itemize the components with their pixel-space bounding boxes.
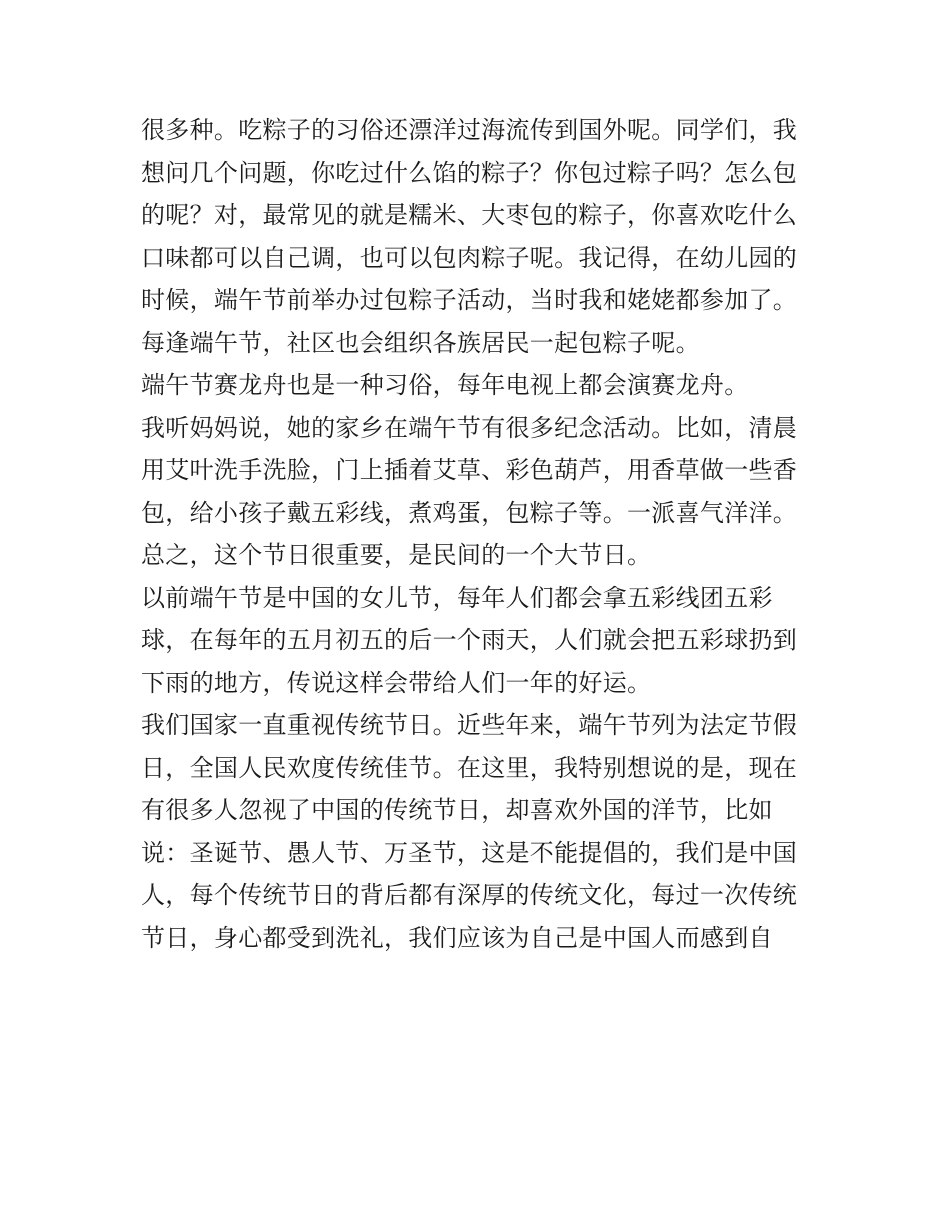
text-line: 每逢端午节，社区也会组织各族居民一起包粽子呢。 [141,328,700,357]
text-line: 节日，身心都受到洗礼，我们应该为自己是中国人而感到自 [141,923,773,952]
text-line: 很多种。吃粽子的习俗还漂洋过海流传到国外呢。同学们，我 [141,116,798,144]
text-line: 口味都可以自己调，也可以包肉粽子呢。我记得，在幼儿园的 [141,243,798,272]
text-line: 的呢？对，最常见的就是糯米、大枣包的粽子，你喜欢吃什么 [141,201,798,229]
text-line: 说：圣诞节、愚人节、万圣节，这是不能提倡的，我们是中国 [141,838,798,867]
text-line: 时候，端午节前举办过包粽子活动，当时我和姥姥都参加了。 [141,286,798,314]
text-line: 有很多人忽视了中国的传统节日，却喜欢外国的洋节，比如 [141,796,773,824]
text-line: 人，每个传统节日的背后都有深厚的传统文化，每过一次传统 [141,881,798,909]
text-line: 包，给小孩子戴五彩线，煮鸡蛋，包粽子等。一派喜气洋洋。 [141,498,798,527]
text-line: 球，在每年的五月初五的后一个雨天，人们就会把五彩球扔到 [141,626,798,654]
text-line: 想问几个问题，你吃过什么馅的粽子？你包过粽子吗？怎么包 [141,158,798,187]
text-line: 端午节赛龙舟也是一种习俗，每年电视上都会演赛龙舟。 [141,371,749,399]
document-body [141,109,816,959]
text-line: 用艾叶洗手洗脸，门上插着艾草、彩色葫芦，用香草做一些香 [141,456,798,484]
text-line: 以前端午节是中国的女儿节，每年人们都会拿五彩线团五彩 [141,583,773,612]
text-line: 下雨的地方，传说这样会带给人们一年的好运。 [141,668,652,697]
text-line: 我们国家一直重视传统节日。近些年来，端午节列为法定节假 [141,711,798,739]
text-line: 总之，这个节日很重要，是民间的一个大节日。 [141,541,652,569]
text-line: 我听妈妈说，她的家乡在端午节有很多纪念活动。比如，清晨 [141,413,798,442]
text-line: 日，全国人民欢度传统佳节。在这里，我特别想说的是，现在 [141,753,798,782]
